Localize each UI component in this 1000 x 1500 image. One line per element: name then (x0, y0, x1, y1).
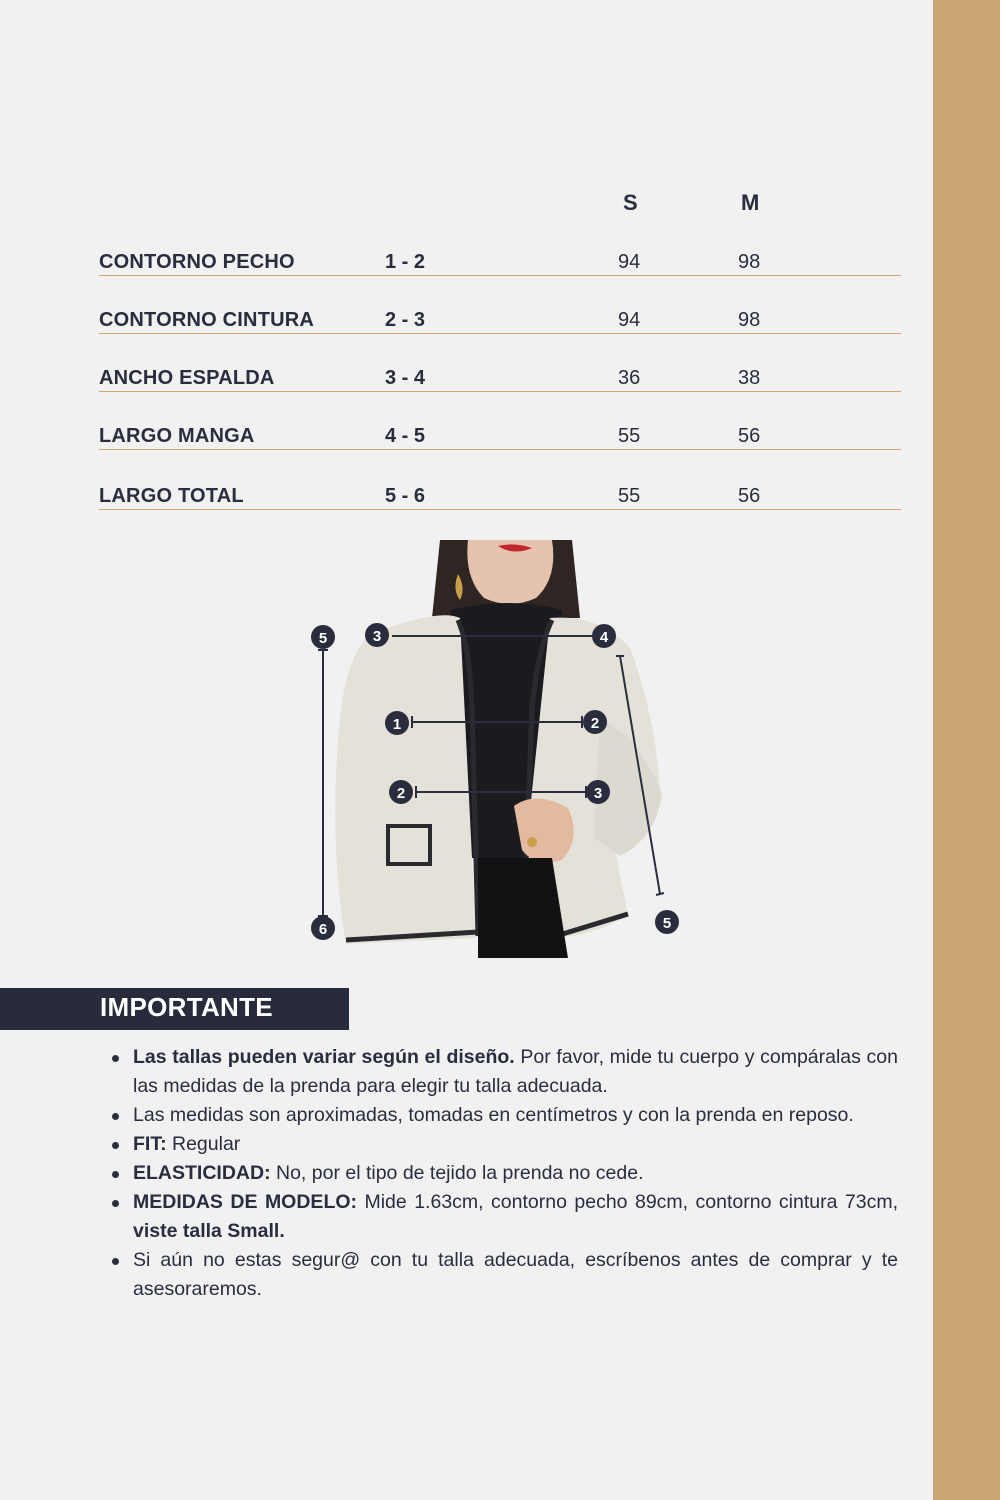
value-m: 98 (738, 309, 761, 331)
measure-name: ANCHO ESPALDA (99, 367, 275, 389)
marker-label: 6 (318, 921, 328, 938)
marker-label: 3 (593, 785, 603, 802)
value-m: 56 (738, 425, 761, 447)
measure-points: 5 - 6 (385, 485, 426, 507)
measure-name: LARGO TOTAL (99, 485, 244, 507)
marker-label: 1 (392, 716, 402, 733)
marker-shoulder-right (592, 624, 616, 648)
measure-name: CONTORNO PECHO (99, 251, 295, 273)
value-m: 56 (738, 485, 761, 507)
important-banner (0, 988, 349, 1030)
measure-name: LARGO MANGA (99, 425, 255, 447)
note-bold: ELASTICIDAD: (133, 1162, 271, 1184)
note-bold: MEDIDAS DE MODELO: (133, 1191, 358, 1213)
marker-sleeve-end (655, 910, 679, 934)
marker-label: 2 (396, 785, 406, 802)
value-m: 98 (738, 251, 761, 273)
list-item (110, 1246, 898, 1304)
value-s: 94 (618, 309, 641, 331)
model-photo (335, 540, 662, 958)
note-text: No, por el tipo de tejido la prenda no cede. (270, 1162, 644, 1184)
value-s: 94 (618, 251, 641, 273)
note-text: Por favor, mide tu cuerpo y compáralas con las medidas de la prenda para elegir tu talla adecuada. (133, 1046, 898, 1097)
list-item (110, 1159, 898, 1188)
note-text: Las medidas son aproximadas, tomadas en centímetros y con la prenda en reposo. (133, 1104, 854, 1126)
size-header-s: S (623, 190, 638, 215)
measure-name: CONTORNO CINTURA (99, 309, 315, 331)
measure-points: 3 - 4 (385, 367, 426, 389)
note-bold: FIT: (133, 1133, 167, 1155)
marker-chest-right (583, 710, 607, 734)
value-s: 55 (618, 425, 641, 447)
list-item (110, 1043, 898, 1101)
important-notes-list (110, 1043, 898, 1304)
table-row (99, 419, 901, 450)
marker-back-bottom (311, 916, 335, 940)
note-text: Si aún no estas segur@ con tu talla adecuada, escríbenos antes de comprar y te asesoraremos. (133, 1249, 898, 1300)
marker-waist-left (389, 780, 413, 804)
note-text: Mide 1.63cm, contorno pecho 89cm, contorno cintura 73cm, (357, 1191, 898, 1213)
marker-waist-right (586, 780, 610, 804)
table-row (99, 303, 901, 334)
marker-shoulder-left (365, 623, 389, 647)
value-s: 36 (618, 367, 641, 389)
note-text: Regular (166, 1133, 241, 1155)
important-title: IMPORTANTE (100, 992, 273, 1022)
marker-label: 3 (372, 628, 382, 645)
list-item (110, 1101, 898, 1130)
marker-label: 4 (599, 629, 609, 646)
measure-points: 1 - 2 (385, 251, 426, 273)
marker-label: 2 (590, 715, 600, 732)
marker-label: 5 (662, 915, 672, 932)
note-bold: viste talla Small. (133, 1220, 285, 1242)
jacket-measurement-figure (300, 538, 700, 958)
table-row (99, 245, 901, 276)
measure-points: 2 - 3 (385, 309, 426, 331)
list-item (110, 1188, 898, 1246)
list-item (110, 1130, 898, 1159)
value-m: 38 (738, 367, 761, 389)
table-row (99, 361, 901, 392)
marker-label: 5 (318, 630, 328, 647)
table-row (99, 479, 901, 510)
value-s: 55 (618, 485, 641, 507)
marker-back-top (311, 625, 335, 649)
size-header-m: M (741, 190, 760, 215)
measure-points: 4 - 5 (385, 425, 426, 447)
note-bold: Las tallas pueden variar según el diseño. (133, 1046, 515, 1068)
marker-chest-left (385, 711, 409, 735)
side-accent-band (933, 0, 1000, 1500)
